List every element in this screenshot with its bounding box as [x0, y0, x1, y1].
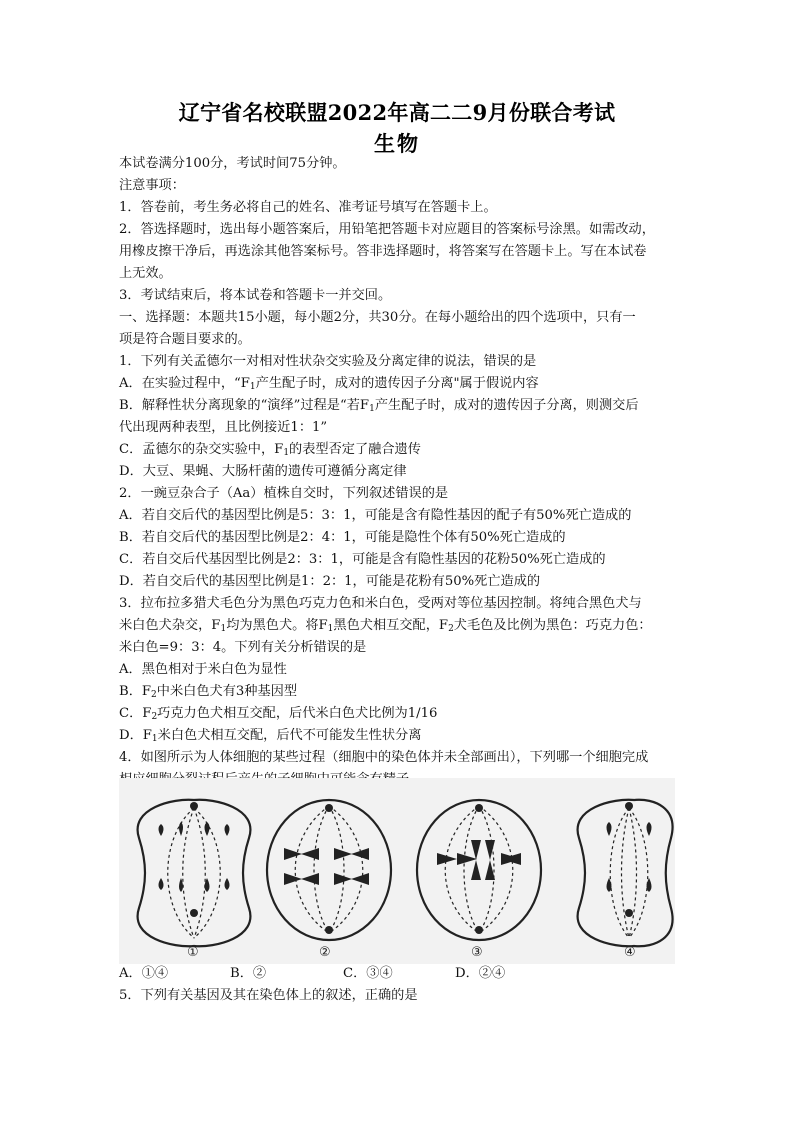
q3-l2-sub3: 2: [448, 624, 454, 634]
q1-c-pre: C．孟德尔的杂交实验中，F: [119, 442, 284, 457]
q1-option-b-line-1: [119, 397, 639, 415]
q4-option-d[interactable]: D．②④: [455, 966, 506, 981]
q1-a-pre: A．在实验过程中，“F: [119, 376, 250, 391]
q3-l2-sub: 1: [220, 624, 227, 634]
q1-option-c: [119, 441, 421, 459]
q1-a-post: 产生配子时，成对的遗传因子分离"属于假说内容: [255, 376, 539, 391]
q3-l2-sub2: 1: [327, 624, 334, 634]
q4-option-b[interactable]: B．②: [230, 966, 267, 981]
q1-b-pre: B．解释性状分离现象的“演绎”过程是“若F: [119, 398, 370, 413]
q3-option-b: [119, 683, 297, 701]
figure-label-1: ①: [187, 945, 199, 960]
q3-c-pre: C．F: [119, 706, 152, 721]
q4-option-c[interactable]: C．③④: [343, 966, 393, 981]
q3-c-sub: 2: [151, 712, 158, 722]
q3-d-post: 米白色犬相互交配，后代不可能发生性状分离: [157, 728, 422, 743]
cell-division-diagram: [119, 778, 675, 964]
q3-l2-mid2: 黑色犬相互交配，F: [333, 618, 449, 633]
figure-label-2: ②: [319, 945, 331, 960]
section-intro-line-1: 一、选择题：本题共15小题，每小题2分，共30分。在每小题给出的四个选项中，只有一: [119, 310, 636, 325]
q3-l2-post: 犬毛色及比例为黑色：巧克力色：: [453, 618, 652, 633]
q4-option-a[interactable]: A．①④: [119, 966, 169, 981]
q1-c-post: 的表型否定了融合遗传: [289, 442, 421, 457]
score-line: 本试卷满分100分，考试时间75分钟。: [119, 156, 346, 171]
q1-option-d: D．大豆、果蝇、大肠杆菌的遗传可遵循分离定律: [119, 464, 407, 479]
q2-option-a: A．若自交后代的基因型比例是5：3：1，可能是含有隐性基因的配子有50%死亡造成的: [119, 508, 632, 523]
q3-option-c: [119, 705, 437, 723]
q1-a-sub: 1: [249, 382, 256, 392]
note-3: 3．考试结束后，将本试卷和答题卡一并交回。: [119, 288, 392, 303]
q3-line-3: 米白色=9：3：4。下列有关分析错误的是: [119, 640, 367, 655]
q2-option-b: B．若自交后代的基因型比例是2：4：1，可能是隐性个体有50%死亡造成的: [119, 530, 566, 545]
q5-stem: 5．下列有关基因及其在染色体上的叙述，正确的是: [119, 988, 418, 1003]
q1-b-sub: 1: [369, 404, 375, 414]
q1-c-sub: 1: [283, 448, 290, 458]
cell-division-figure: [119, 778, 675, 964]
q3-option-d: [119, 727, 421, 745]
q2-stem: 2．一豌豆杂合子（Aa）植株自交时，下列叙述错误的是: [119, 486, 449, 501]
q3-option-a: A．黑色相对于米白色为显性: [119, 662, 287, 677]
q3-d-pre: D．F: [119, 728, 152, 743]
q4-options: [119, 965, 679, 983]
q3-b-sub: 2: [151, 690, 157, 700]
exam-subject: 生物: [374, 131, 420, 156]
notes-heading: 注意事项：: [119, 178, 185, 193]
q2-option-d: D．若自交后代的基因型比例是1：2：1，可能是花粉有50%死亡造成的: [119, 574, 541, 589]
figure-label-4: ④: [624, 945, 636, 960]
q3-d-sub: 1: [151, 734, 158, 744]
q3-c-post: 巧克力色犬相互交配，后代米白色犬比例为1/16: [157, 706, 438, 721]
note-2-line-3: 上无效。: [119, 266, 172, 281]
q2-option-c: C．若自交后代基因型比例是2：3：1，可能是含有隐性基因的花粉50%死亡造成的: [119, 552, 606, 567]
q3-b-pre: B．F: [119, 684, 152, 699]
note-2-line-1: 2．答选择题时，选出每小题答案后，用铅笔把答题卡对应题目的答案标号涂黑。如需改动，: [119, 222, 655, 237]
section-intro-line-2: 项是符合题目要求的。: [119, 332, 251, 347]
q1-b-post: 产生配子时，成对的遗传因子分离，则测交后: [374, 398, 639, 413]
q3-l2-mid: 均为黑色犬。将F: [226, 618, 328, 633]
note-1: 1．答卷前，考生务必将自己的姓名、准考证号填写在答题卡上。: [119, 200, 497, 215]
q3-l2-pre: 米白色犬杂交，F: [119, 618, 221, 633]
q4-line-1: 4．如图所示为人体细胞的某些过程（细胞中的染色体并未全部画出），下列哪一个细胞完成: [119, 750, 649, 765]
q3-b-post: 中米白色犬有3种基因型: [156, 684, 298, 699]
q3-line-1: 3．拉布拉多猎犬毛色分为黑色巧克力色和米白色，受两对等位基因控制。将纯合黑色犬与: [119, 596, 642, 611]
figure-label-3: ③: [471, 945, 483, 960]
q3-line-2: [119, 617, 652, 635]
note-2-line-2: 用橡皮擦干净后，再选涂其他答案标号。答非选择题时，将答案写在答题卡上。写在本试卷: [119, 244, 647, 259]
exam-title: 辽宁省名校联盟2022年高二二9月份联合考试: [178, 100, 616, 125]
q1-stem: 1．下列有关孟德尔一对相对性状杂交实验及分离定律的说法，错误的是: [119, 354, 537, 369]
q1-option-a: [119, 375, 539, 393]
q1-option-b-line-2: 代出现两种表型，且比例接近1：1”: [119, 420, 328, 435]
